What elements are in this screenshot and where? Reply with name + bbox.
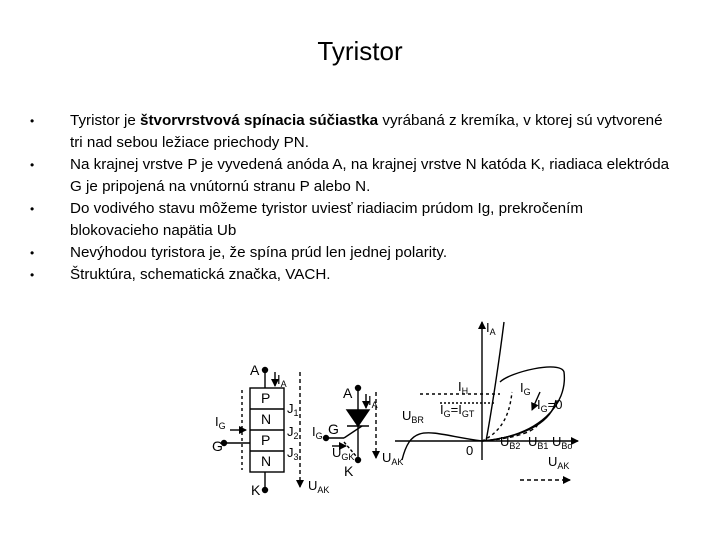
vach-ih-label: $I_H$ xyxy=(458,379,469,396)
symbol-ig-label: $I_G$ xyxy=(312,424,323,441)
anode-current-label: $I_A$ xyxy=(277,372,287,389)
bullet-dot-icon: • xyxy=(30,268,35,282)
vach-ig-zero-label: $I_G=0$ xyxy=(537,397,563,414)
bullet-text: Tyristor je xyxy=(70,112,141,129)
slide-title: Tyristor xyxy=(317,36,403,66)
bullet-text: Štruktúra, schematická značka, VACH. xyxy=(70,266,331,283)
bullet-dot-icon: • xyxy=(30,246,35,260)
gate-current-label: $I_G$ xyxy=(215,414,226,431)
vach-ub2-label: $U_{B2}$ xyxy=(500,434,521,451)
vach-uak-axis-label: $U_{AK}$ xyxy=(548,454,570,471)
layer-p1: P xyxy=(261,390,271,406)
layer-n2: N xyxy=(261,453,272,469)
layer-p2: P xyxy=(261,432,271,448)
bullet-bold-text: štvorvrstvová spínacia súčiastka xyxy=(140,112,379,129)
bullet-text: Do vodivého stavu môžeme tyristor uviesť riadiacim prúdom Ig, prekročením blokovacieho napätia Ub xyxy=(70,200,583,239)
vach-ubr-label: $U_{BR}$ xyxy=(402,408,424,425)
junction-j2: $J_2$ xyxy=(287,424,299,441)
vach-ig-igt-label: $I_G=I_{GT}$ xyxy=(440,402,475,419)
symbol-ia-label: $I_A$ xyxy=(368,393,378,410)
symbol-anode-label: A xyxy=(343,385,353,401)
symbol-ugk-label: $U_{GK}$ xyxy=(332,445,355,462)
voltage-label: $U_{AK}$ xyxy=(308,478,330,495)
vach-ia-axis-label: $I_A$ xyxy=(486,320,496,337)
layer-n1: N xyxy=(261,411,272,427)
cathode-label: K xyxy=(251,482,261,498)
vach-ub1-label: $U_{B1}$ xyxy=(528,434,549,451)
vach-ig-label: $I_G$ xyxy=(520,380,531,397)
bullet-dot-icon: • xyxy=(30,158,35,172)
symbol-cathode-label: K xyxy=(344,463,354,479)
gate-label: G xyxy=(212,438,223,454)
vach-origin-label: 0 xyxy=(466,443,474,458)
junction-j1: $J_1$ xyxy=(287,401,299,418)
bullet-text: Nevýhodou tyristora je, že spína prúd len jednej polarity. xyxy=(70,244,448,261)
bullet-text: vyrábaná z kremíka, v ktorej sú vytvorené tri nad sebou ležiace priechody PN. xyxy=(70,112,663,151)
bullet-dot-icon: • xyxy=(30,114,35,128)
symbol-gate-label: G xyxy=(328,421,339,437)
bullet-dot-icon: • xyxy=(30,202,35,216)
anode-label: A xyxy=(250,362,260,378)
bullet-text: Na krajnej vrstve P je vyvedená anóda A, na krajnej vrstve N katóda K, riadiaca elektróda G je pripojená na vnútornú stranu P alebo N. xyxy=(70,156,670,195)
symbol-uak-label: $U_{AK}$ xyxy=(382,450,404,467)
junction-j3: $J_3$ xyxy=(287,445,299,462)
vach-ubo-label: $U_{Bo}$ xyxy=(552,434,573,451)
